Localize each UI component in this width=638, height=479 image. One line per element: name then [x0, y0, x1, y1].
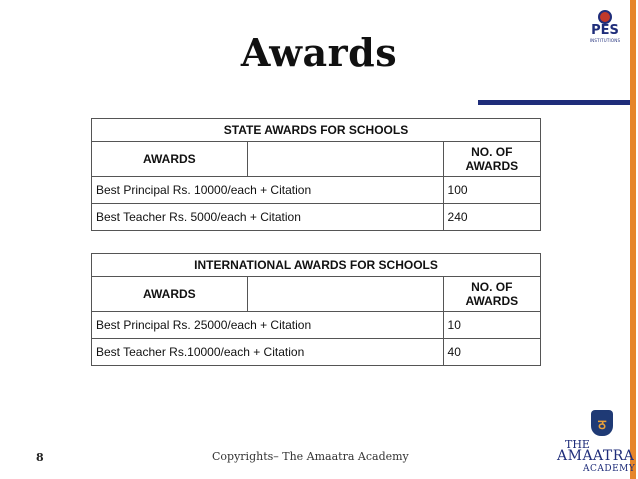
logo-name: AMAATRA — [557, 448, 635, 464]
award-count: 240 — [443, 204, 540, 231]
intl-col-count — [443, 277, 540, 312]
state-col-count-line1: NO. OF — [471, 145, 513, 159]
award-count: 40 — [443, 339, 540, 366]
award-name: Best Principal Rs. 10000/each + Citation — [92, 177, 444, 204]
award-count: 100 — [443, 177, 540, 204]
table-row — [92, 177, 541, 204]
copyright-text: Copyrights– The Amaatra Academy — [212, 450, 409, 463]
state-col-blank — [247, 142, 443, 177]
table-row — [92, 339, 541, 366]
title-accent-bar — [478, 100, 630, 105]
pes-logo-text: PES — [591, 23, 619, 38]
amaatra-academy-logo — [553, 410, 636, 476]
slide-title: Awards — [240, 30, 398, 75]
intl-table-heading: INTERNATIONAL AWARDS FOR SCHOOLS — [92, 254, 541, 277]
pes-logo-subtext: INSTITUTIONS — [589, 38, 621, 43]
page-number: 8 — [36, 451, 44, 464]
logo-academy: ACADEMY — [583, 464, 636, 474]
award-name: Best Teacher Rs.10000/each + Citation — [92, 339, 444, 366]
table-row — [92, 204, 541, 231]
international-awards-table — [91, 253, 541, 366]
pes-seal-icon — [598, 10, 612, 24]
state-table-heading: STATE AWARDS FOR SCHOOLS — [92, 119, 541, 142]
shield-icon — [591, 410, 613, 436]
intl-col-count-line1: NO. OF — [471, 280, 513, 294]
state-col-count — [443, 142, 540, 177]
logo-the: THE — [565, 438, 590, 451]
award-count: 10 — [443, 312, 540, 339]
logo-monogram: ठ — [598, 418, 606, 433]
table-row — [92, 312, 541, 339]
state-awards-table — [91, 118, 541, 231]
intl-col-blank — [247, 277, 443, 312]
award-name: Best Teacher Rs. 5000/each + Citation — [92, 204, 444, 231]
intl-col-count-line2: AWARDS — [465, 294, 519, 308]
intl-col-awards: AWARDS — [92, 277, 248, 312]
award-name: Best Principal Rs. 25000/each + Citation — [92, 312, 444, 339]
state-col-count-line2: AWARDS — [465, 159, 519, 173]
state-col-awards: AWARDS — [92, 142, 248, 177]
